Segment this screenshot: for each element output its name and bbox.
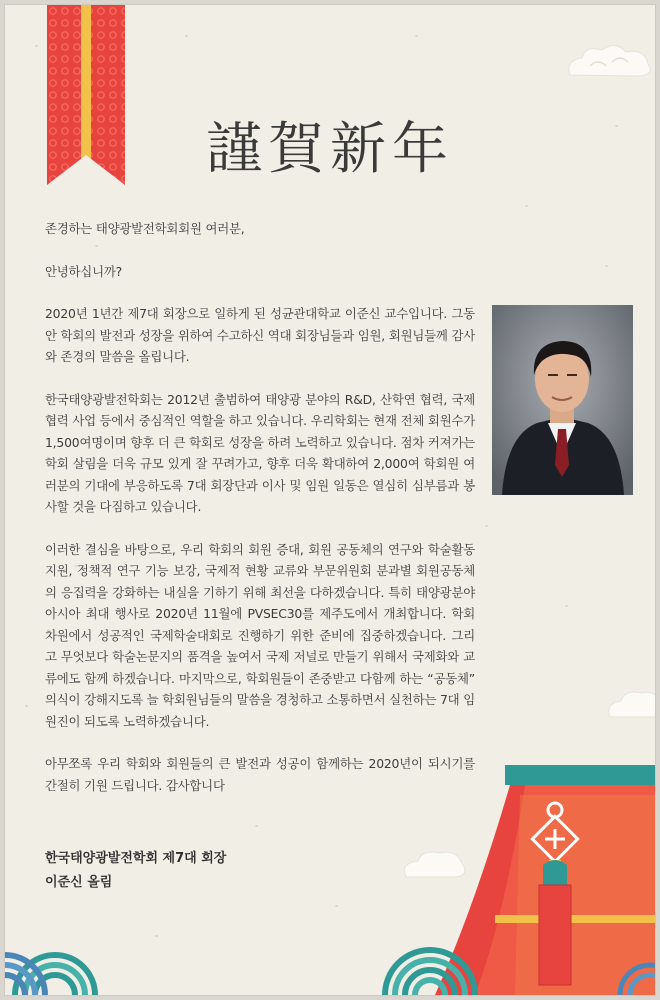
greeting: 안녕하십니까?: [45, 263, 122, 279]
president-portrait: [492, 305, 633, 495]
letter-body: [45, 218, 475, 817]
paragraph: 이러한 결심을 바탕으로, 우리 학회의 회원 증대, 회원 공동체의 연구와 학술활동 지원, 정책적 연구 기능 보강, 국제적 현황 교류와 부문위원회 분과별 회원공동체의 응집력을 강화하는 내실을 기하기 위해 최선을 다하겠습니다. 특히 태양광분야 아시아 최대 행사로 2020년 11월에 PVSEC30를 제주도에서 개최합니다. 학회 차원에서 성공적인 국제학술대회로 진행하기 위한 준비에 집중하겠습니다. 그리고 무엇보다 학술논문지의 품격을 높여서 국제 저널로 만들기 위해서 국제화와 교류에도 함께 하겠습니다. 마지막으로, 학회원들이 존중받고 다함께 하는 “공동체” 의식이 강해지도록 늘 학회원님들의 말씀을 경청하고 소통하면서 실천하는 7대 임원진이 되도록 노력하겠습니다.: [45, 541, 475, 729]
signature-name: 이준신 올림: [45, 875, 113, 890]
paragraph: 아무쪼록 우리 학회와 회원들의 큰 발전과 성공이 함께하는 2020년이 되시기를 간절히 기원 드립니다. 감사합니다: [45, 756, 475, 793]
wave-pattern-decoration: [615, 935, 655, 995]
wave-pattern-decoration: [380, 905, 480, 995]
page-title: 謹賀新年: [206, 116, 454, 182]
signature: [45, 847, 226, 895]
paragraph: 한국태양광발전학회는 2012년 출범하여 태양광 분야의 R&D, 산학연 협력, 국제협력 사업 등에서 중심적인 역할을 하고 있습니다. 우리학회는 현재 전체 회원수가 1,500여명이며 향후 더 큰 학회로 성장을 하려 노력하고 있습니다. 점차 커져가는 학회 살림을 더욱 규모 있게 잘 꾸려가고, 향후 더욱 확대하여 2,000여 학회원 여러분의 기대에 부응하도록 7대 회장단과 이사 및 임원 일동은 열심히 심부름과 봉사할 것을 다짐하고 있습니다.: [45, 391, 475, 514]
greeting-card: [5, 5, 655, 995]
paragraph: 2020년 1년간 제7대 회장으로 일하게 된 성균관대학교 이준신 교수입니다. 그동안 학회의 발전과 성장을 위하여 수고하신 역대 회장님들과 임원, 회원님들께 감사와 존경의 말씀을 올립니다.: [45, 306, 475, 364]
cloud-icon: [605, 685, 655, 725]
salutation: 존경하는 태양광발전학회회원 여러분,: [45, 221, 245, 236]
wave-pattern-decoration: [5, 905, 145, 995]
cloud-icon: [560, 40, 655, 85]
signature-title: 한국태양광발전학회 제7대 회장: [45, 851, 227, 866]
